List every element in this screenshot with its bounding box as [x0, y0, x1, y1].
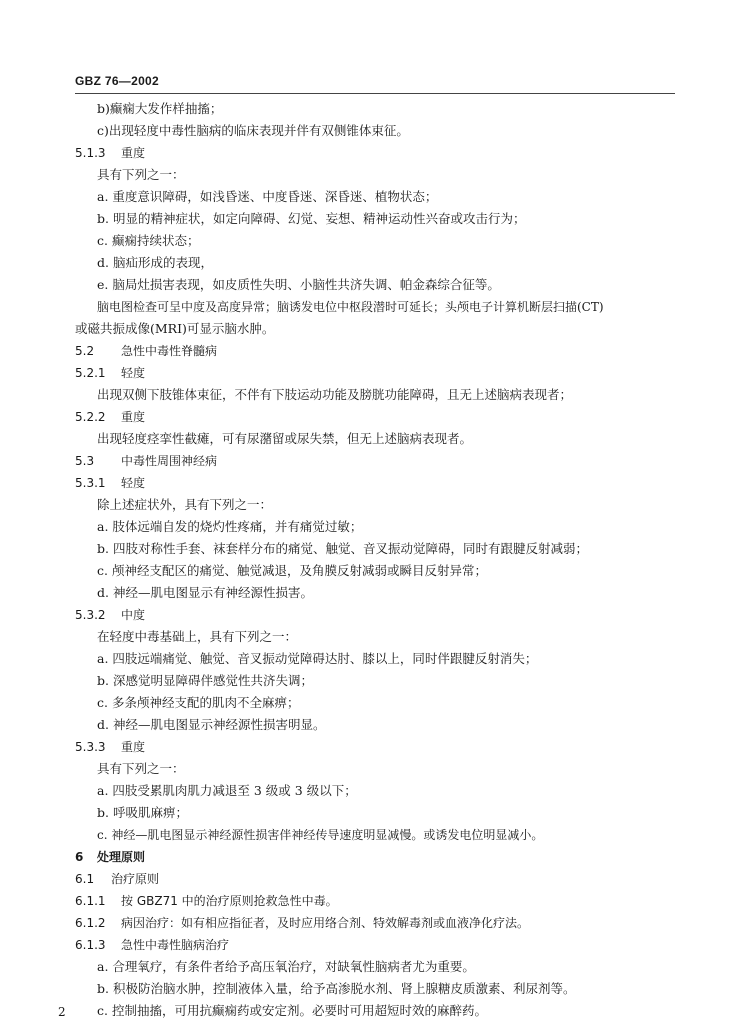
section-heading: 6.1.3 急性中毒性脑病治疗 [75, 938, 230, 952]
section-heading: 5.1.3 重度 [75, 146, 146, 160]
section-heading: 5.3 中毒性周围神经病 [75, 454, 218, 468]
list-item: e. 脑局灶损害表现，如皮质性失明、小脑性共济失调、帕金森综合征等。 [97, 277, 500, 292]
text-line: b)癫痫大发作样抽搐； [97, 101, 223, 116]
list-item: a. 四肢远端痛觉、触觉、音叉振动觉障碍达肘、膝以上，同时伴跟腱反射消失； [97, 651, 538, 666]
list-item: b. 明显的精神症状，如定向障碍、幻觉、妄想、精神运动性兴奋或攻击行为； [97, 211, 526, 226]
list-item: c. 多条颅神经支配的肌肉不全麻痹； [97, 695, 300, 710]
list-item: d. 神经—肌电图显示有神经源性损害。 [97, 585, 313, 600]
list-item: a. 合理氧疗，有条件者给予高压氧治疗，对缺氧性脑病者尤为重要。 [97, 959, 475, 974]
list-item: a. 重度意识障碍，如浅昏迷、中度昏迷、深昏迷、植物状态； [97, 189, 438, 204]
text-line: 或磁共振成像(MRI)可显示脑水肿。 [75, 321, 275, 336]
text-line: 具有下列之一： [97, 167, 185, 182]
list-item: b. 积极防治脑水肿，控制液体入量，给予高渗脱水剂、肾上腺糖皮质激素、利尿剂等。 [97, 981, 576, 996]
list-item: d. 神经—肌电图显示神经源性损害明显。 [97, 717, 326, 732]
text-line: 具有下列之一： [97, 761, 185, 776]
list-item: c. 颅神经支配区的痛觉、触觉减退，及角膜反射减弱或瞬目反射异常； [97, 563, 487, 578]
section-heading: 6.1.1 按 GBZ71 中的治疗原则抢救急性中毒。 [75, 894, 338, 908]
section-heading: 5.3.1 轻度 [75, 476, 146, 490]
page-number: 2 [58, 1005, 66, 1019]
list-item: b. 呼吸肌麻痹； [97, 805, 188, 820]
text-line: 出现双侧下肢锥体束征，不伴有下肢运动功能及膀胱功能障碍，且无上述脑病表现者； [97, 387, 573, 402]
section-heading: 5.2.2 重度 [75, 410, 146, 424]
section-heading: 6.1.2 病因治疗：如有相应指征者，及时应用络合剂、特效解毒剂或血液净化疗法。 [75, 916, 530, 930]
list-item: a. 四肢受累肌肉肌力减退至 3 级或 3 级以下； [97, 783, 357, 798]
list-item: c. 癫痫持续状态； [97, 233, 200, 248]
text-line: 出现轻度痉挛性截瘫，可有尿潴留或尿失禁，但无上述脑病表现者。 [97, 431, 473, 446]
chapter-heading: 6 处理原则 [75, 850, 146, 864]
section-heading: 6.1 治疗原则 [75, 872, 160, 886]
section-heading: 5.2 急性中毒性脊髓病 [75, 344, 218, 358]
list-item: b. 四肢对称性手套、袜套样分布的痛觉、触觉、音叉振动觉障碍，同时有跟腱反射减弱； [97, 541, 588, 556]
section-heading: 5.3.2 中度 [75, 608, 146, 622]
section-heading: 5.2.1 轻度 [75, 366, 146, 380]
text-line: 在轻度中毒基础上，具有下列之一： [97, 629, 298, 644]
list-item: b. 深感觉明显障碍伴感觉性共济失调； [97, 673, 313, 688]
list-item: d. 脑疝形成的表现， [97, 255, 213, 270]
section-heading: 5.3.3 重度 [75, 740, 146, 754]
standard-code-header: GBZ 76—2002 [75, 74, 160, 88]
list-item: a. 肢体远端自发的烧灼性疼痛，并有痛觉过敏； [97, 519, 363, 534]
text-line: c)出现轻度中毒性脑病的临床表现并伴有双侧锥体束征。 [97, 123, 409, 138]
text-line: 除上述症状外，具有下列之一： [97, 497, 273, 512]
list-item: c. 神经—肌电图显示神经源性损害伴神经传导速度明显减慢。或诱发电位明显减小。 [97, 828, 544, 842]
list-item: c. 控制抽搐，可用抗癫痫药或安定剂。必要时可用超短时效的麻醉药。 [97, 1003, 487, 1018]
text-line: 脑电图检查可呈中度及高度异常；脑诱发电位中枢段潜时可延长；头颅电子计算机断层扫描(CT) [97, 300, 604, 314]
header-divider [75, 93, 675, 94]
